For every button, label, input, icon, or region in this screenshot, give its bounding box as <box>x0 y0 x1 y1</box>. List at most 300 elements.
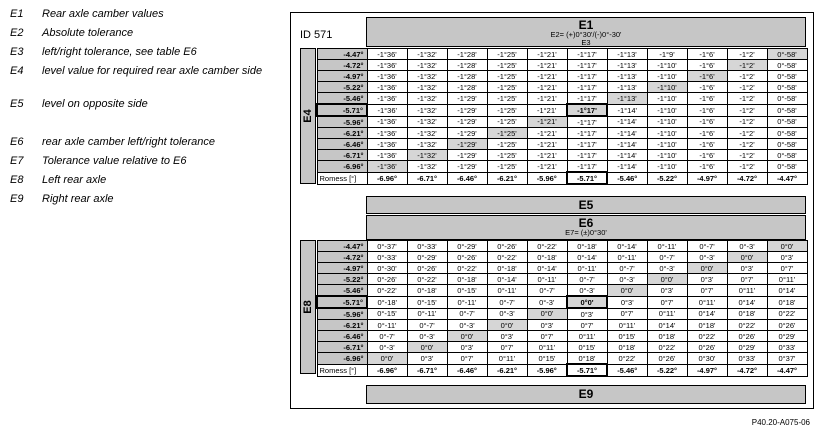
table-cell: -1°2' <box>727 161 767 173</box>
legend-text: Rear axle camber values <box>42 8 164 20</box>
footer-value: -5.46° <box>607 172 647 184</box>
table-cell: -1°25' <box>487 104 527 116</box>
table-cell: 0°0' <box>447 331 487 342</box>
table-cell: -1°21' <box>527 71 567 82</box>
table-cell: -1°28' <box>447 49 487 60</box>
footer-value: -6.71° <box>407 364 447 376</box>
table-cell: 0°-7' <box>407 320 447 331</box>
table-cell: 0°7' <box>567 320 607 331</box>
table-cell: 0°7' <box>487 342 527 353</box>
table-cell: -1°36' <box>367 82 407 93</box>
table-cell: -1°25' <box>487 139 527 150</box>
table-cell: -1°32' <box>407 161 447 173</box>
table-cell: 0°7' <box>647 296 687 308</box>
table-cell: -1°17' <box>567 49 607 60</box>
table-cell: -1°17' <box>567 161 607 173</box>
footer-value: -6.21° <box>487 172 527 184</box>
table-cell: -1°17' <box>567 71 607 82</box>
table-cell: 0°7' <box>447 353 487 365</box>
row-header: -6.71° <box>317 150 367 161</box>
table1-grid <box>316 48 808 185</box>
table1-side-text: E4 <box>302 109 314 123</box>
table-cell: 0°15' <box>567 342 607 353</box>
table-cell: 0°-3' <box>527 296 567 308</box>
table-cell: 0°7' <box>527 331 567 342</box>
table-cell: 0°-15' <box>407 296 447 308</box>
table-cell: 0°11' <box>647 308 687 320</box>
table-cell: -1°32' <box>407 139 447 150</box>
table2-side-text: E8 <box>302 300 314 314</box>
table-cell: 0°-58' <box>767 139 807 150</box>
table1-footer: E5 <box>366 196 806 214</box>
table-cell: 0°26' <box>647 353 687 365</box>
table-cell: -1°32' <box>407 150 447 161</box>
table-cell: 0°-33' <box>407 241 447 252</box>
table-cell: -1°21' <box>527 93 567 105</box>
legend-text: level on opposite side <box>42 98 148 110</box>
table-cell: -1°10' <box>647 150 687 161</box>
row-header: -6.46° <box>317 331 367 342</box>
table-cell: 0°3' <box>647 285 687 297</box>
table-cell: 0°-7' <box>447 308 487 320</box>
table-cell: -1°28' <box>447 60 487 71</box>
table-cell: -1°13' <box>607 60 647 71</box>
table-cell: 0°-3' <box>687 252 727 263</box>
table-row <box>317 353 807 365</box>
table-cell: -1°10' <box>647 128 687 139</box>
table-cell: 0°-58' <box>767 128 807 139</box>
table-cell: -1°10' <box>647 60 687 71</box>
legend-text: Left rear axle <box>42 174 107 186</box>
table-cell: -1°21' <box>527 49 567 60</box>
table-cell: 0°3' <box>527 320 567 331</box>
table-cell: 0°-22' <box>527 241 567 252</box>
table2-side-label <box>300 240 316 374</box>
table-cell: -1°2' <box>727 128 767 139</box>
table-cell: 0°18' <box>647 331 687 342</box>
table-cell: 0°-7' <box>367 331 407 342</box>
table-cell: 0°-18' <box>367 296 407 308</box>
table-row <box>317 308 807 320</box>
row-header: -6.71° <box>317 342 367 353</box>
table-cell: 0°-7' <box>567 274 607 285</box>
table-cell: -1°25' <box>487 150 527 161</box>
table-cell: 0°7' <box>687 285 727 297</box>
table2-header <box>366 215 806 240</box>
table-cell: 0°-3' <box>727 241 767 252</box>
footer-row <box>317 364 807 376</box>
table-row <box>317 71 807 82</box>
table-cell: -1°14' <box>607 128 647 139</box>
table-cell: 0°-22' <box>367 285 407 297</box>
table-cell: 0°22' <box>767 308 807 320</box>
table-cell: 0°-3' <box>407 331 447 342</box>
table-cell: -1°13' <box>607 49 647 60</box>
table-cell: 0°-58' <box>767 60 807 71</box>
footer-value: -6.21° <box>487 364 527 376</box>
table-cell: -1°6' <box>687 139 727 150</box>
table-cell: 0°29' <box>767 331 807 342</box>
table-cell: -1°17' <box>567 82 607 93</box>
table-cell: -1°36' <box>367 139 407 150</box>
table-cell: -1°13' <box>607 71 647 82</box>
table-cell: 0°-26' <box>407 263 447 274</box>
table-cell: -1°29' <box>447 116 487 128</box>
legend-code: E5 <box>10 98 24 110</box>
table-cell: 0°-58' <box>767 82 807 93</box>
table-cell: 0°-26' <box>487 241 527 252</box>
table-cell: 0°-3' <box>367 342 407 353</box>
table-cell: 0°11' <box>767 274 807 285</box>
table-cell: -1°36' <box>367 161 407 173</box>
table-cell: 0°-22' <box>447 263 487 274</box>
table-cell: 0°15' <box>607 331 647 342</box>
table-cell: -1°32' <box>407 71 447 82</box>
table-cell: 0°11' <box>687 296 727 308</box>
table-cell: 0°18' <box>687 320 727 331</box>
table-cell: 0°-11' <box>367 320 407 331</box>
table-cell: 0°-11' <box>487 285 527 297</box>
table-cell: -1°2' <box>727 139 767 150</box>
row-header: -4.72° <box>317 252 367 263</box>
table-cell: -1°36' <box>367 104 407 116</box>
legend-code: E2 <box>10 27 24 39</box>
table-cell: -1°32' <box>407 60 447 71</box>
table-cell: 0°14' <box>727 296 767 308</box>
table-cell: 0°3' <box>567 308 607 320</box>
footer-row <box>317 172 807 184</box>
table-cell: 0°7' <box>767 263 807 274</box>
table-row <box>317 116 807 128</box>
table1-absolute-tolerance: E2= (+)0°30'/(-)0°-30' <box>550 30 622 39</box>
table-cell: -1°29' <box>447 104 487 116</box>
table1-title: E1 <box>578 18 594 32</box>
table-cell: -1°2' <box>727 150 767 161</box>
table-cell: -1°32' <box>407 104 447 116</box>
table-cell: 0°11' <box>607 320 647 331</box>
table-cell: 0°-11' <box>567 263 607 274</box>
row-header: -6.96° <box>317 353 367 365</box>
row-header: -5.22° <box>317 82 367 93</box>
row-header: -6.21° <box>317 320 367 331</box>
table-cell: 0°-7' <box>647 252 687 263</box>
table-cell: 0°3' <box>687 274 727 285</box>
table-cell: -1°6' <box>687 82 727 93</box>
legend-code: E8 <box>10 174 24 186</box>
footer-row-label: Romess [°] <box>317 172 367 184</box>
table-cell: 0°-18' <box>407 285 447 297</box>
table-cell: 0°3' <box>447 342 487 353</box>
table-cell: 0°22' <box>647 342 687 353</box>
row-header: -5.71° <box>317 296 367 308</box>
table-cell: 0°-7' <box>487 296 527 308</box>
row-header: -4.72° <box>317 60 367 71</box>
table-cell: -1°6' <box>687 93 727 105</box>
table-cell: 0°29' <box>727 342 767 353</box>
table-cell: -1°2' <box>727 82 767 93</box>
table-cell: 0°-15' <box>367 308 407 320</box>
table-row <box>317 252 807 263</box>
table-cell: 0°-18' <box>567 241 607 252</box>
footer-value: -4.97° <box>687 172 727 184</box>
row-header: -5.96° <box>317 116 367 128</box>
table-cell: -1°21' <box>527 139 567 150</box>
row-header: -4.97° <box>317 263 367 274</box>
table-cell: -1°6' <box>687 104 727 116</box>
footer-value: -6.46° <box>447 172 487 184</box>
table-cell: -1°10' <box>647 161 687 173</box>
table-cell: -1°6' <box>687 116 727 128</box>
table-cell: 0°-14' <box>487 274 527 285</box>
table-cell: -1°17' <box>567 139 607 150</box>
table-cell: -1°2' <box>727 104 767 116</box>
table-cell: 0°0' <box>487 320 527 331</box>
row-header: -5.22° <box>317 274 367 285</box>
footer-value: -4.97° <box>687 364 727 376</box>
legend-code: E7 <box>10 155 24 167</box>
table2-relative-tolerance: E7= (±)0°30' <box>565 228 607 237</box>
table-cell: -1°25' <box>487 116 527 128</box>
table-cell: -1°6' <box>687 60 727 71</box>
table-cell: 0°-14' <box>567 252 607 263</box>
table-cell: -1°25' <box>487 93 527 105</box>
table-cell: 0°0' <box>527 308 567 320</box>
table-cell: 0°-7' <box>607 263 647 274</box>
table-cell: 0°37' <box>767 353 807 365</box>
table-cell: -1°29' <box>447 128 487 139</box>
footer-value: -5.22° <box>647 364 687 376</box>
table-cell: 0°33' <box>727 353 767 365</box>
table-cell: -1°25' <box>487 161 527 173</box>
table-cell: 0°-37' <box>367 241 407 252</box>
table1-side-label <box>300 48 316 184</box>
table-cell: 0°-11' <box>647 241 687 252</box>
table-cell: -1°2' <box>727 49 767 60</box>
table-cell: -1°36' <box>367 71 407 82</box>
table-cell: 0°-7' <box>527 285 567 297</box>
table-cell: -1°17' <box>567 150 607 161</box>
table-cell: 0°0' <box>647 274 687 285</box>
footer-value: -5.22° <box>647 172 687 184</box>
table-cell: 0°-11' <box>447 296 487 308</box>
table1-header <box>366 17 806 47</box>
row-header: -5.71° <box>317 104 367 116</box>
table-cell: -1°2' <box>727 116 767 128</box>
table-cell: -1°29' <box>447 93 487 105</box>
table-cell: -1°21' <box>527 116 567 128</box>
table-cell: -1°17' <box>567 116 607 128</box>
table-cell: -1°21' <box>527 82 567 93</box>
table-cell: -1°32' <box>407 93 447 105</box>
table-cell: 0°18' <box>567 353 607 365</box>
table-cell: 0°-22' <box>487 252 527 263</box>
legend-code: E1 <box>10 8 24 20</box>
table-cell: 0°-33' <box>367 252 407 263</box>
table-cell: -1°25' <box>487 49 527 60</box>
table-cell: 0°14' <box>687 308 727 320</box>
legend-text: rear axle camber left/right tolerance <box>42 136 216 148</box>
table-cell: -1°36' <box>367 60 407 71</box>
table-cell: -1°29' <box>447 150 487 161</box>
row-header: -4.97° <box>317 71 367 82</box>
row-header: -6.46° <box>317 139 367 150</box>
table-cell: -1°14' <box>607 150 647 161</box>
table-cell: -1°14' <box>607 104 647 116</box>
row-header: -4.47° <box>317 49 367 60</box>
table-cell: -1°21' <box>527 128 567 139</box>
footer-value: -5.96° <box>527 364 567 376</box>
table-cell: 0°11' <box>567 331 607 342</box>
table-cell: 0°-3' <box>607 274 647 285</box>
footer-value: -5.71° <box>567 172 607 184</box>
table-cell: 0°-29' <box>447 241 487 252</box>
table-cell: 0°0' <box>607 285 647 297</box>
table-cell: 0°0' <box>687 263 727 274</box>
table-cell: 0°-3' <box>647 263 687 274</box>
footer-row-label: Romess [°] <box>317 364 367 376</box>
table-cell: -1°14' <box>607 139 647 150</box>
table-cell: 0°22' <box>687 331 727 342</box>
table-cell: 0°15' <box>527 353 567 365</box>
table-cell: -1°21' <box>527 150 567 161</box>
table2-grid <box>316 240 808 377</box>
table-cell: -1°36' <box>367 93 407 105</box>
table-cell: 0°-14' <box>607 241 647 252</box>
id-label: ID 571 <box>300 29 333 41</box>
legend-text: Tolerance value relative to E6 <box>42 155 187 167</box>
table-row <box>317 320 807 331</box>
table-cell: 0°-22' <box>407 274 447 285</box>
table-cell: 0°-3' <box>447 320 487 331</box>
table-cell: -1°2' <box>727 71 767 82</box>
table-cell: 0°-58' <box>767 49 807 60</box>
table-cell: 0°11' <box>727 285 767 297</box>
table-cell: -1°6' <box>687 161 727 173</box>
table-cell: 0°-3' <box>567 285 607 297</box>
table-cell: -1°17' <box>567 128 607 139</box>
table-cell: -1°28' <box>447 71 487 82</box>
row-header: -4.47° <box>317 241 367 252</box>
table-cell: 0°0' <box>407 342 447 353</box>
table-cell: -1°21' <box>527 161 567 173</box>
table-cell: -1°10' <box>647 82 687 93</box>
row-header: -5.96° <box>317 308 367 320</box>
table-cell: 0°-26' <box>447 252 487 263</box>
table-row <box>317 342 807 353</box>
table-row <box>317 150 807 161</box>
legend-code: E6 <box>10 136 24 148</box>
row-header: -6.21° <box>317 128 367 139</box>
table-cell: 0°0' <box>767 241 807 252</box>
table-cell: -1°25' <box>487 82 527 93</box>
table-cell: -1°6' <box>687 128 727 139</box>
table-cell: -1°32' <box>407 82 447 93</box>
table-cell: 0°-30' <box>367 263 407 274</box>
table-row <box>317 263 807 274</box>
table-cell: -1°10' <box>647 104 687 116</box>
table-cell: -1°28' <box>447 82 487 93</box>
footer-value: -6.46° <box>447 364 487 376</box>
table-row <box>317 285 807 297</box>
table-cell: -1°14' <box>607 116 647 128</box>
table-cell: 0°18' <box>727 308 767 320</box>
table-cell: 0°18' <box>607 342 647 353</box>
table-cell: -1°2' <box>727 60 767 71</box>
table-row <box>317 296 807 308</box>
table-cell: 0°33' <box>767 342 807 353</box>
table-cell: 0°0' <box>367 353 407 365</box>
table-cell: 0°-18' <box>527 252 567 263</box>
table-cell: 0°-58' <box>767 93 807 105</box>
table-cell: -1°13' <box>607 82 647 93</box>
table-cell: 0°-58' <box>767 116 807 128</box>
table-row <box>317 139 807 150</box>
table-row <box>317 60 807 71</box>
table-cell: -1°6' <box>687 49 727 60</box>
table-row <box>317 331 807 342</box>
table-cell: 0°26' <box>767 320 807 331</box>
footer-value: -5.96° <box>527 172 567 184</box>
legend-text: left/right tolerance, see table E6 <box>42 46 197 58</box>
footer-value: -4.72° <box>727 364 767 376</box>
table-cell: 0°3' <box>407 353 447 365</box>
table-cell: -1°10' <box>647 93 687 105</box>
footer-value: -4.47° <box>767 364 807 376</box>
table-cell: -1°10' <box>647 116 687 128</box>
row-header: -6.96° <box>317 161 367 173</box>
table-cell: -1°25' <box>487 128 527 139</box>
footer-value: -6.71° <box>407 172 447 184</box>
table-cell: -1°17' <box>567 93 607 105</box>
legend-text: Right rear axle <box>42 193 114 205</box>
table1-lr-tolerance-label: E3 <box>581 38 591 47</box>
table-cell: 0°-3' <box>487 308 527 320</box>
table-cell: -1°25' <box>487 60 527 71</box>
table-cell: -1°14' <box>607 161 647 173</box>
table-cell: 0°18' <box>767 296 807 308</box>
table-cell: 0°-26' <box>367 274 407 285</box>
table-row <box>317 82 807 93</box>
table-cell: 0°7' <box>607 308 647 320</box>
table-cell: -1°36' <box>367 116 407 128</box>
table-row <box>317 104 807 116</box>
table-cell: -1°32' <box>407 49 447 60</box>
table-cell: 0°3' <box>767 252 807 263</box>
table-row <box>317 274 807 285</box>
table-cell: 0°-58' <box>767 104 807 116</box>
table-cell: -1°13' <box>607 93 647 105</box>
table-cell: -1°29' <box>447 139 487 150</box>
table-cell: -1°36' <box>367 150 407 161</box>
footer-value: -6.96° <box>367 172 407 184</box>
reference-code: P40.20-A075-06 <box>751 418 810 427</box>
table-cell: -1°29' <box>447 161 487 173</box>
table-cell: -1°32' <box>407 116 447 128</box>
table-cell: -1°10' <box>647 139 687 150</box>
table-row <box>317 49 807 60</box>
table-row <box>317 93 807 105</box>
table-cell: 0°-11' <box>527 274 567 285</box>
table-cell: 0°-11' <box>407 308 447 320</box>
row-header: -5.46° <box>317 93 367 105</box>
table-cell: 0°-14' <box>527 263 567 274</box>
table-cell: 0°-29' <box>407 252 447 263</box>
table-cell: 0°-18' <box>487 263 527 274</box>
table-cell: 0°14' <box>647 320 687 331</box>
table-cell: -1°2' <box>727 93 767 105</box>
table-cell: -1°21' <box>527 60 567 71</box>
table-cell: -1°17' <box>567 60 607 71</box>
